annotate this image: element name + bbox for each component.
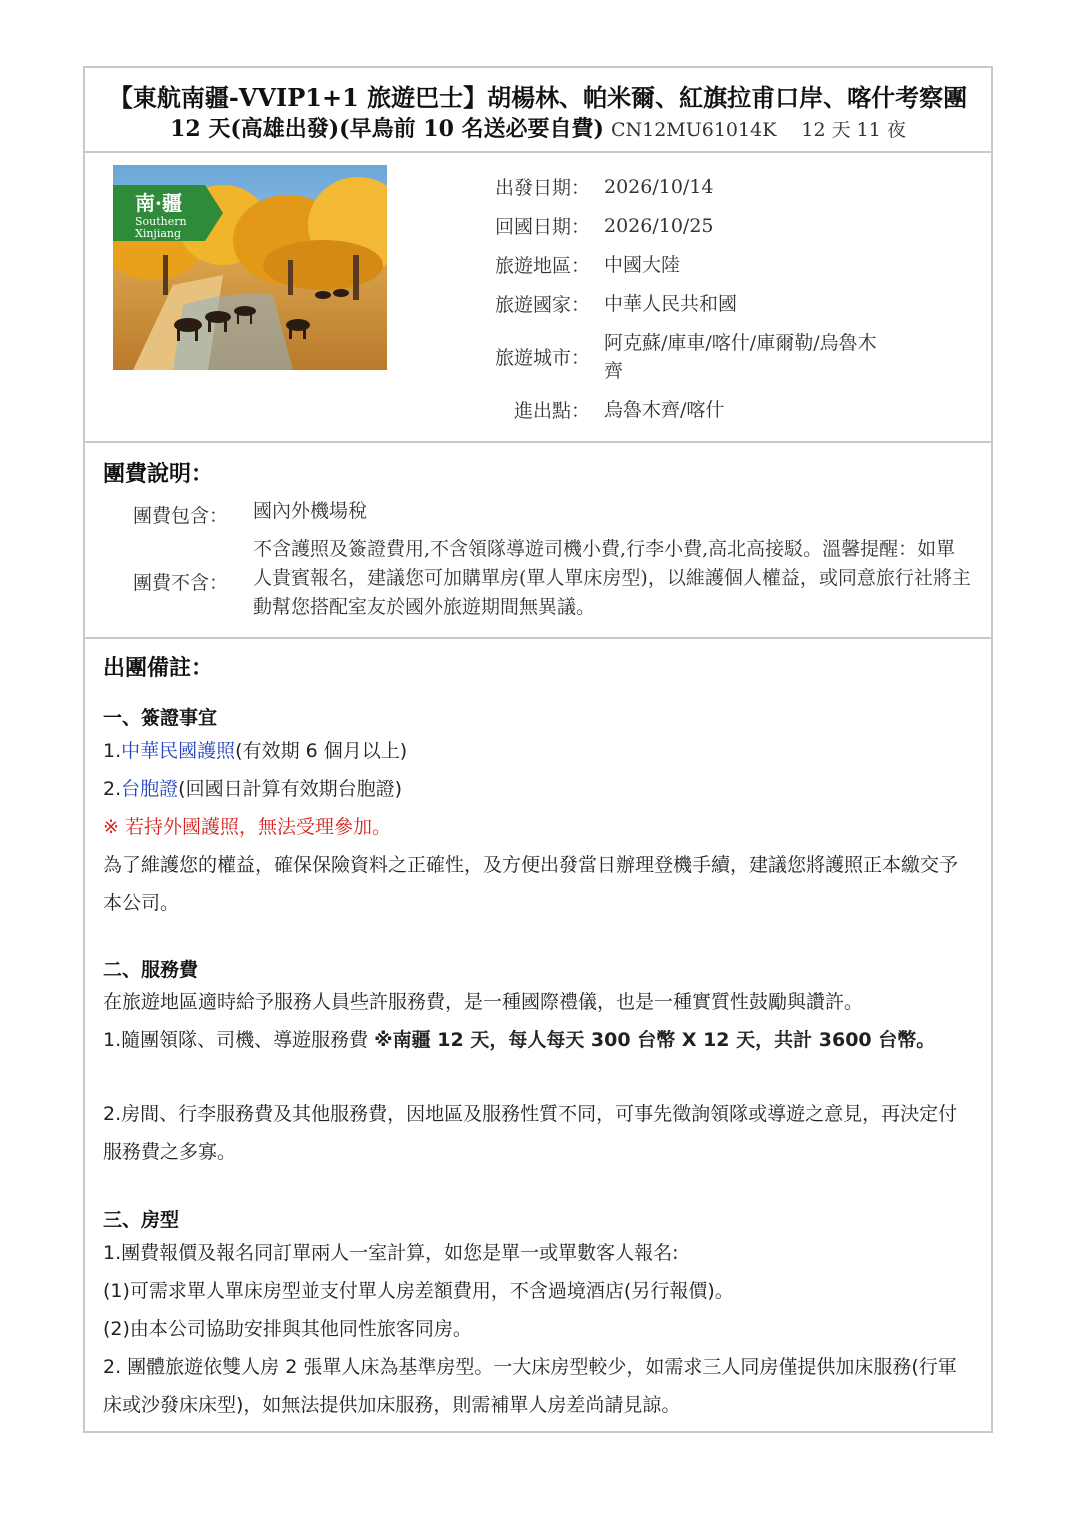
service-fee-item-1-text: 1.隨團領隊、司機、導遊服務費 <box>103 1029 375 1051</box>
service-fee-amount: ※南疆 12 天，每人每天 300 台幣 X 12 天，共計 3600 台幣。 <box>374 1029 936 1051</box>
visa-item-1-prefix: 1. <box>103 740 122 762</box>
visa-item-2-rest: (回國日計算有效期台胞證) <box>178 778 402 800</box>
tour-subtitle <box>85 112 991 143</box>
foreign-passport-warning: ※ 若持外國護照，無法受理參加。 <box>103 816 391 838</box>
photo-badge-sub2: Xinjiang <box>135 227 182 240</box>
room-heading: 三、房型 <box>103 1209 180 1231</box>
tour-document <box>83 66 993 1433</box>
fee-section <box>85 441 991 639</box>
notes-heading: 出團備註： <box>103 656 214 681</box>
info-label: 出發日期： <box>494 177 590 199</box>
passport-link[interactable]: 中華民國護照 <box>121 740 236 762</box>
room-sub-1: (1)可需求單人單床房型並支付單人房差額費用，不含過境酒店(另行報價)。 <box>103 1280 734 1302</box>
service-fee-item-1 <box>103 1021 973 1059</box>
info-value: 阿克蘇/庫車/喀什/庫爾勒/烏魯木齊 <box>604 332 877 382</box>
tour-photo <box>113 165 387 370</box>
tour-info-section <box>85 151 991 443</box>
notes-section <box>85 637 991 1431</box>
visa-item-2 <box>103 770 973 808</box>
info-label: 回國日期： <box>494 216 590 238</box>
fee-heading: 團費說明： <box>103 462 214 487</box>
visa-item-2-prefix: 2. <box>103 778 122 800</box>
room-sub-2: (2)由本公司協助安排與其他同性旅客同房。 <box>103 1318 472 1340</box>
info-row-region <box>440 251 900 281</box>
tour-title: 【東航南疆-VVIP1+1 旅遊巴士】胡楊林、帕米爾、紅旗拉甫口岸、喀什考察團 <box>108 83 968 112</box>
fee-include-label: 團費包含： <box>133 505 229 527</box>
service-fee-intro: 在旅遊地區適時給予服務人員些許服務費，是一種國際禮儀，也是一種實質性鼓勵與讚許。 <box>103 991 864 1013</box>
fee-include-value: 國內外機場稅 <box>253 500 368 522</box>
tour-duration: 12 天 11 夜 <box>801 119 906 141</box>
visa-item-1-rest: (有效期 6 個月以上) <box>235 740 408 762</box>
service-fee-heading: 二、服務費 <box>103 959 199 981</box>
room-item-2: 2. 團體旅遊依雙人房 2 張單人床為基準房型。一大床房型較少，如需求三人同房僅提供加床服務(行軍床或沙發床床型)，如無法提供加床服務，則需補單人房差尚請見諒。 <box>103 1356 957 1416</box>
info-label: 旅遊國家： <box>494 294 590 316</box>
info-row-return <box>440 212 900 242</box>
passport-submission-note: 為了維護您的權益，確保保險資料之正確性，及方便出發當日辦理登機手續，建議您將護照正本繳交予本公司。 <box>103 854 959 914</box>
info-value: 2026/10/14 <box>604 176 714 198</box>
info-label: 旅遊城市： <box>494 347 590 369</box>
title-section <box>85 68 991 153</box>
fee-exclude-value: 不含護照及簽證費用,不含領隊導遊司機小費,行李小費,高北高接駁。溫馨提醒：如單人貴賓報名，建議您可加購單房(單人單床房型)，以維護個人權益，或同意旅行社將主動幫您搭配室友於國外旅遊期間無異議。 <box>253 538 971 618</box>
visa-heading: 一、簽證事宜 <box>103 707 218 729</box>
info-value: 2026/10/25 <box>604 215 714 237</box>
service-fee-item-2: 2.房間、行李服務費及其他服務費，因地區及服務性質不同，可事先徵詢領隊或導遊之意見，再決定付服務費之多寡。 <box>103 1103 958 1163</box>
fee-exclude-label: 團費不含： <box>133 572 229 594</box>
photo-badge-title: 南·疆 <box>135 191 182 215</box>
tour-subtitle-main: 12 天(高雄出發)(早鳥前 10 名送必要自費) <box>170 116 604 142</box>
info-row-depart <box>440 173 900 203</box>
visa-item-1 <box>103 732 973 770</box>
info-value: 烏魯木齊/喀什 <box>604 399 725 421</box>
info-row-gateway <box>440 396 900 426</box>
info-label: 進出點： <box>513 400 590 422</box>
tour-code: CN12MU61014K <box>610 119 777 141</box>
info-row-country <box>440 290 900 320</box>
room-item-1: 1.團費報價及報名同訂單兩人一室計算，如您是單一或單數客人報名: <box>103 1242 679 1264</box>
info-row-cities <box>440 329 900 389</box>
mtp-link[interactable]: 台胞證 <box>121 778 179 800</box>
info-value: 中華人民共和國 <box>604 293 738 315</box>
info-label: 旅遊地區： <box>494 255 590 277</box>
info-value: 中國大陸 <box>604 254 681 276</box>
photo-badge-sub1: Southern <box>135 215 187 228</box>
